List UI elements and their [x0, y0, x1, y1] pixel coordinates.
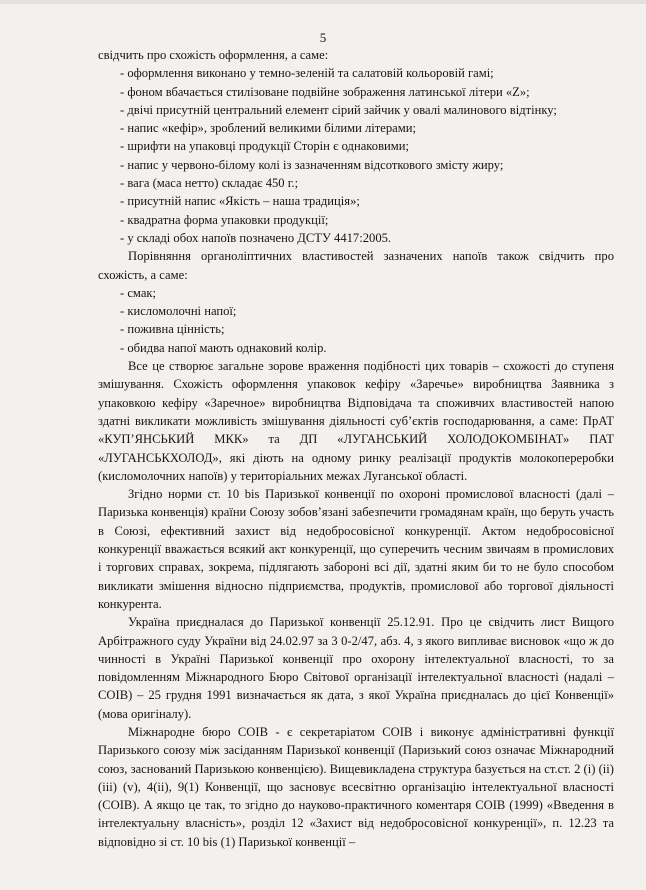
feature-item: - фоном вбачається стилізоване подвійне зображення латинської літери «Z»;: [120, 84, 530, 99]
page-number: 5: [319, 30, 327, 45]
feature-item: - шрифти на упаковці продукції Сторін є однаковими;: [120, 139, 409, 154]
paragraph-confusion: Все це створює загальне зорове враження подібності цих товарів – схожості до ступеня змішування. Схожість оформлення упаковок кефіру «Заречье» виробництва Заявника з упаковкою кефіру «Заречное» виробництва Відповідача та споживчих властивостей напою здатні викликати можливість змішування діяльності суб’єктів господарювання, а саме: ПрАТ «КУП’ЯНСЬКИЙ МКК» та ДП «ЛУГАНСЬКИЙ ХОЛОДОКОМБІНАТ» ПАТ «ЛУГАНСЬКХОЛОД», які діють на одному ринку реалізації продуктів молокопереробки (кисломолочних напоїв) у територіальних межах Луганської області.: [98, 359, 614, 483]
feature-item: - оформлення виконано у темно-зеленій та салатовій кольоровій гамі;: [120, 66, 494, 81]
paragraph-international-bureau: Міжнародне бюро СОІВ - є секретаріатом СОІВ і виконує адміністративні функції Паризького союзу між засіданням Паризької конвенції (Паризький союз означає Міжнародний союз, заснований Паризькою конвенцією). Вищевикладена структура базується на ст.ст. 2 (і) (іі) (ііі) (v), 4(іі), 9(1) Конвенції, що засновує всесвітню організацію інтелектуальної власності (СОІВ). А якщо це так, то згідно до науково-практичного коментаря СОІВ (1999) «Введення в інтелектуальну власність», розділ 12 «Захист від недобросовісної конкуренції», п. 12.23 та відповідно зі ст. 10 bis (1) Паризької конвенції –: [98, 724, 614, 849]
organoleptic-item: - кисломолочні напої;: [120, 304, 237, 319]
feature-item: - напис у червоно-білому колі із зазначенням відсоткового змісту жиру;: [120, 157, 504, 172]
organoleptic-item: - смак;: [120, 285, 157, 300]
intro-line: свідчить про схожість оформлення, а саме:: [98, 48, 329, 62]
feature-item: - присутній напис «Якість – наша традиція»;: [120, 194, 360, 209]
organoleptic-intro: Порівняння органолiптичних властивостей зазначених напоїв також свідчить про схожість, а саме:: [98, 249, 614, 282]
feature-item: - квадратна форма упаковки продукції;: [120, 212, 329, 227]
organoleptic-item: - поживна цінність;: [120, 322, 225, 337]
feature-item: - напис «кефір», зроблений великими білими літерами;: [120, 121, 416, 136]
document-body: [98, 46, 614, 851]
feature-item: - у складі обох напоїв позначено ДСТУ 4417:2005.: [120, 230, 392, 245]
paragraph-article-10bis: Згідно норми ст. 10 bis Паризької конвенції по охороні промислової власності (далі – Паризька конвенція) країни Союзу зобов’язані забезпечити громадянам країн, що беруть участь в Союзі, ефективний захист від недобросовісної конкуренції. Актом недобросовісної конкуренції вважається всякий акт конкуренції, що суперечить чесним звичаям в промислових і торгових справах, зокрема, підлягають забороні всі дії, здатні яким би то не було способом викликати змішення відносно підприємства, продуктів, промислової або торгової діяльності конкурента.: [98, 487, 614, 611]
paragraph-ukraine-accession: Україна приєдналася до Паризької конвенції 25.12.91. Про це свідчить лист Вищого Арбітражного суду України від 24.02.97 за 3 0-2/47, абз. 4, з якого випливає висновок «що ж до чинності в Україні Паризької конвенції про охорону інтелектуальної власності, то за повідомленням Міжнародного Бюро Світової організації інтелектуальної власності (надалі – СОІВ) – 25 грудня 1991 визначається як дата, з якої Україна приєдналась до цієї Конвенції» (мова оригіналу).: [98, 615, 614, 721]
feature-item: - вага (маса нетто) складає 450 г.;: [120, 176, 299, 191]
feature-item: - двічі присутній центральний елемент сірий зайчик у овалі малинового відтінку;: [120, 102, 557, 117]
organoleptic-item: - обидва напої мають однаковий колір.: [120, 340, 327, 355]
page-top-edge: [0, 0, 646, 4]
